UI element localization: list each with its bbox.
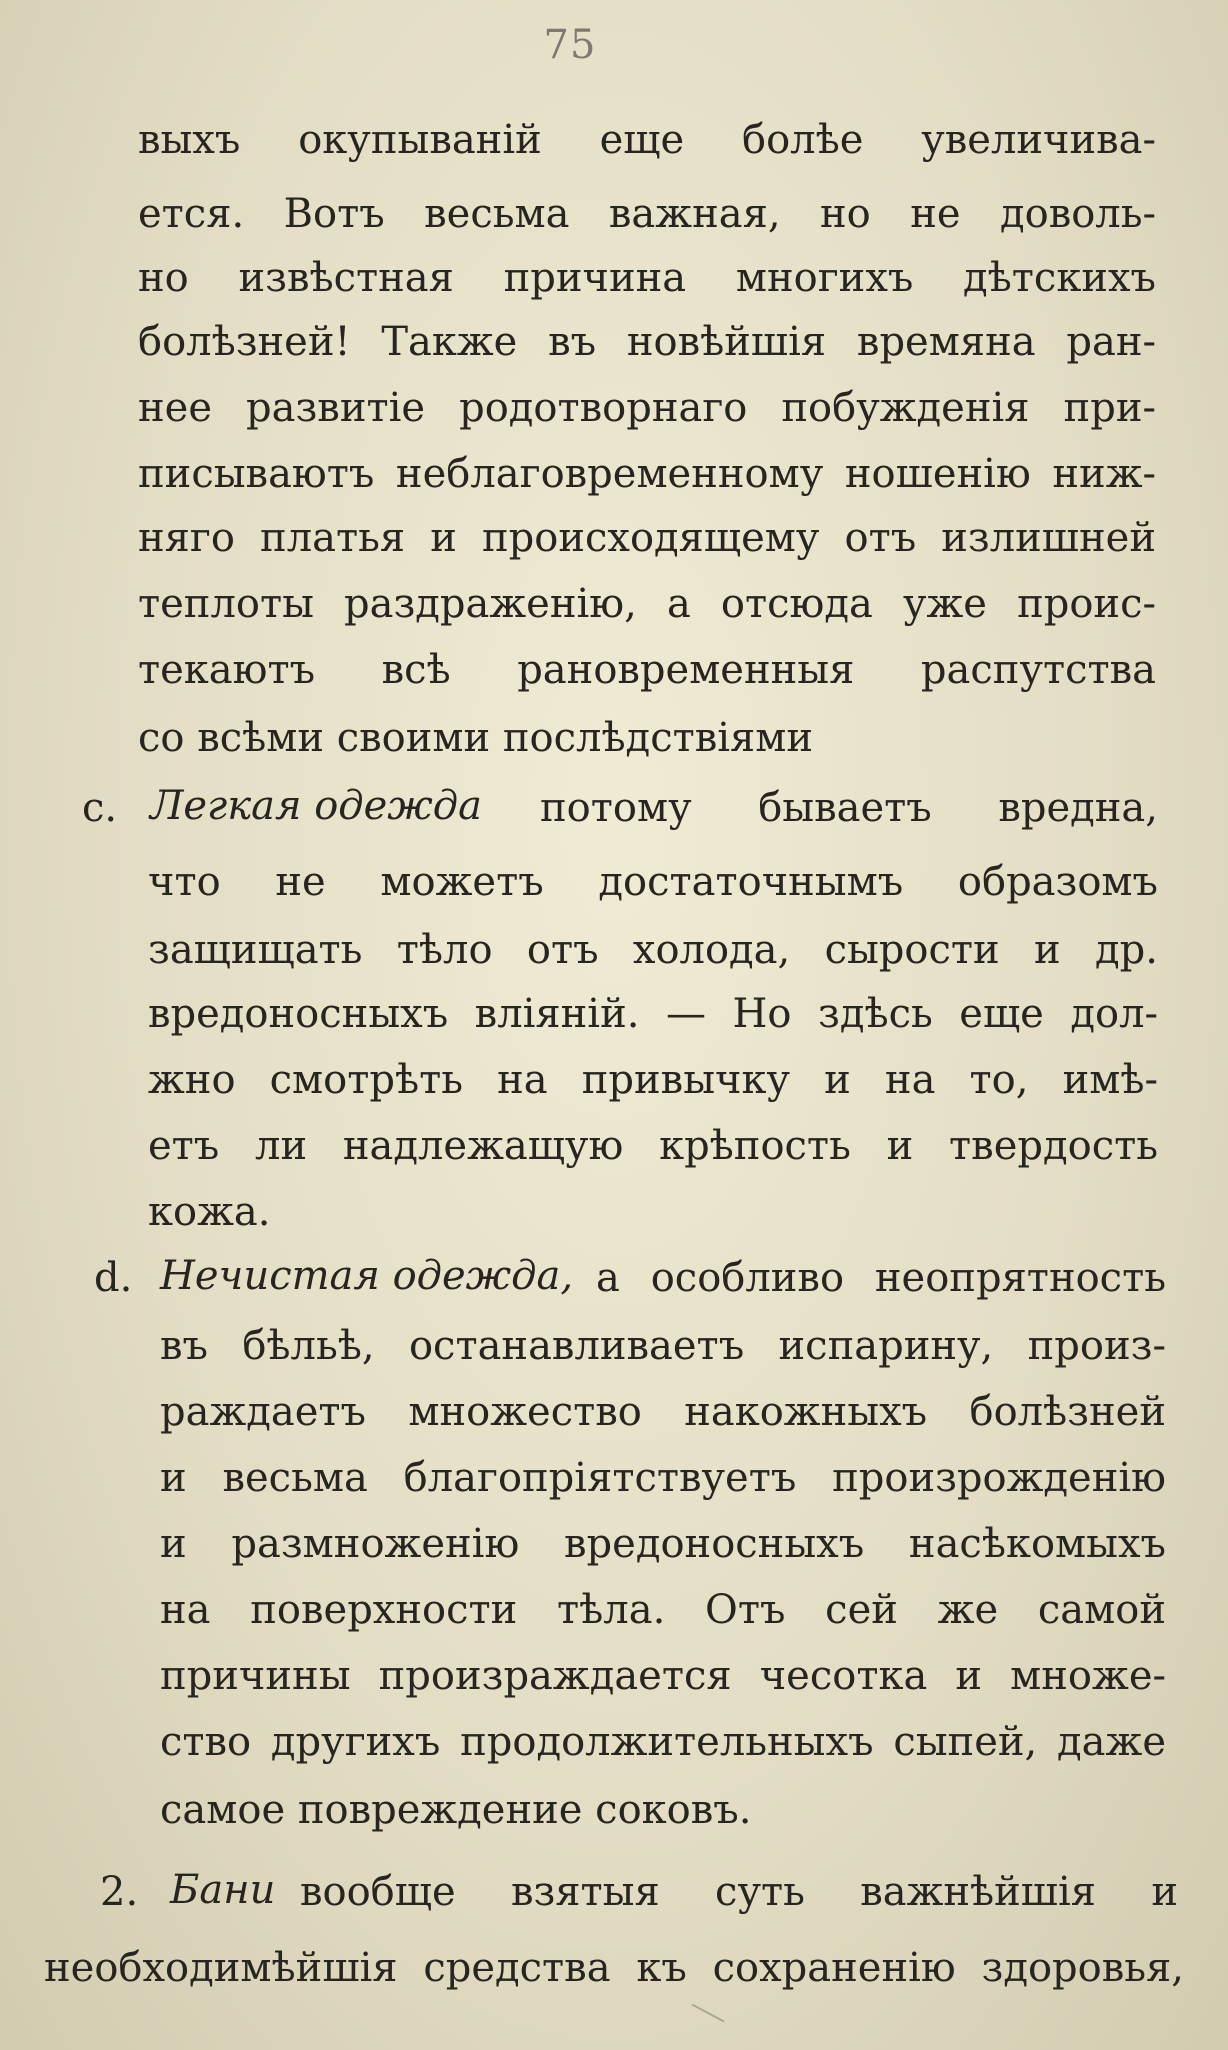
text-line-28: необходимѣйшія средства къ сохраненію здоровья, — [44, 1945, 1184, 1991]
text-line-25: ство другихъ продолжительныхъ сыпей, даже — [160, 1719, 1166, 1765]
text-line-24: причины произраждается чесотка и множе- — [160, 1653, 1166, 1699]
text-line-15: жно смотрѣть на привычку и на то, имѣ- — [148, 1057, 1158, 1103]
text-line-18: а особливо неопрятность — [596, 1255, 1166, 1301]
text-line-11: потому бываетъ вредна, — [540, 785, 1158, 831]
text-line-3: но извѣстная причина многихъ дѣтскихъ — [138, 255, 1156, 301]
text-line-5: нее развитіе родотворнаго побужденія при- — [138, 385, 1156, 431]
text-line-13: защищать тѣло отъ холода, сырости и др. — [148, 927, 1158, 973]
text-line-26: самое повреждение соковъ. — [160, 1787, 752, 1833]
text-line-2: ется. Вотъ весьма важная, но не доволь- — [138, 191, 1156, 237]
item-c-marker: c. — [82, 785, 118, 831]
item-c-title: Легкая одежда — [150, 783, 482, 829]
text-line-20: раждаетъ множество накожныхъ болѣзней — [160, 1389, 1166, 1435]
text-line-4: болѣзней! Также въ новѣйшія времяна ран- — [138, 319, 1156, 365]
text-line-9: текаютъ всѣ рановременныя распутства — [138, 647, 1156, 693]
text-line-7: няго платья и происходящему отъ излишней — [138, 515, 1156, 561]
text-line-27: вообще взятыя суть важнѣйшія и — [300, 1869, 1178, 1915]
text-line-23: на поверхности тѣла. Отъ сей же самой — [160, 1587, 1166, 1633]
ink-smudge — [692, 2004, 725, 2023]
item-2-title: Бани — [170, 1867, 276, 1913]
text-line-1: выхъ окупываній еще болѣе увеличива- — [138, 117, 1156, 163]
text-line-16: етъ ли надлежащую крѣпость и твердость — [148, 1123, 1158, 1169]
text-line-19: въ бѣльѣ, останавливаетъ испарину, произ- — [160, 1323, 1166, 1369]
item-d-title: Нечистая одежда, — [160, 1253, 574, 1299]
text-line-14: вредоносныхъ вліяній. — Но здѣсь еще дол- — [148, 991, 1158, 1037]
text-line-10: со всѣми своими послѣдствіями — [138, 715, 814, 761]
text-line-21: и весьма благопріятствуетъ произрожденію — [160, 1455, 1166, 1501]
text-line-22: и размноженію вредоносныхъ насѣкомыхъ — [160, 1521, 1166, 1567]
text-line-6: писываютъ неблаговременному ношенію ниж- — [138, 451, 1156, 497]
text-line-12: что не можетъ достаточнымъ образомъ — [148, 859, 1158, 905]
text-line-8: теплоты раздраженію, а отсюда уже проис- — [138, 581, 1156, 627]
item-2-marker: 2. — [100, 1869, 139, 1915]
page-number: 75 — [543, 22, 597, 68]
item-d-marker: d. — [94, 1255, 133, 1301]
text-line-17: кожа. — [148, 1189, 271, 1235]
